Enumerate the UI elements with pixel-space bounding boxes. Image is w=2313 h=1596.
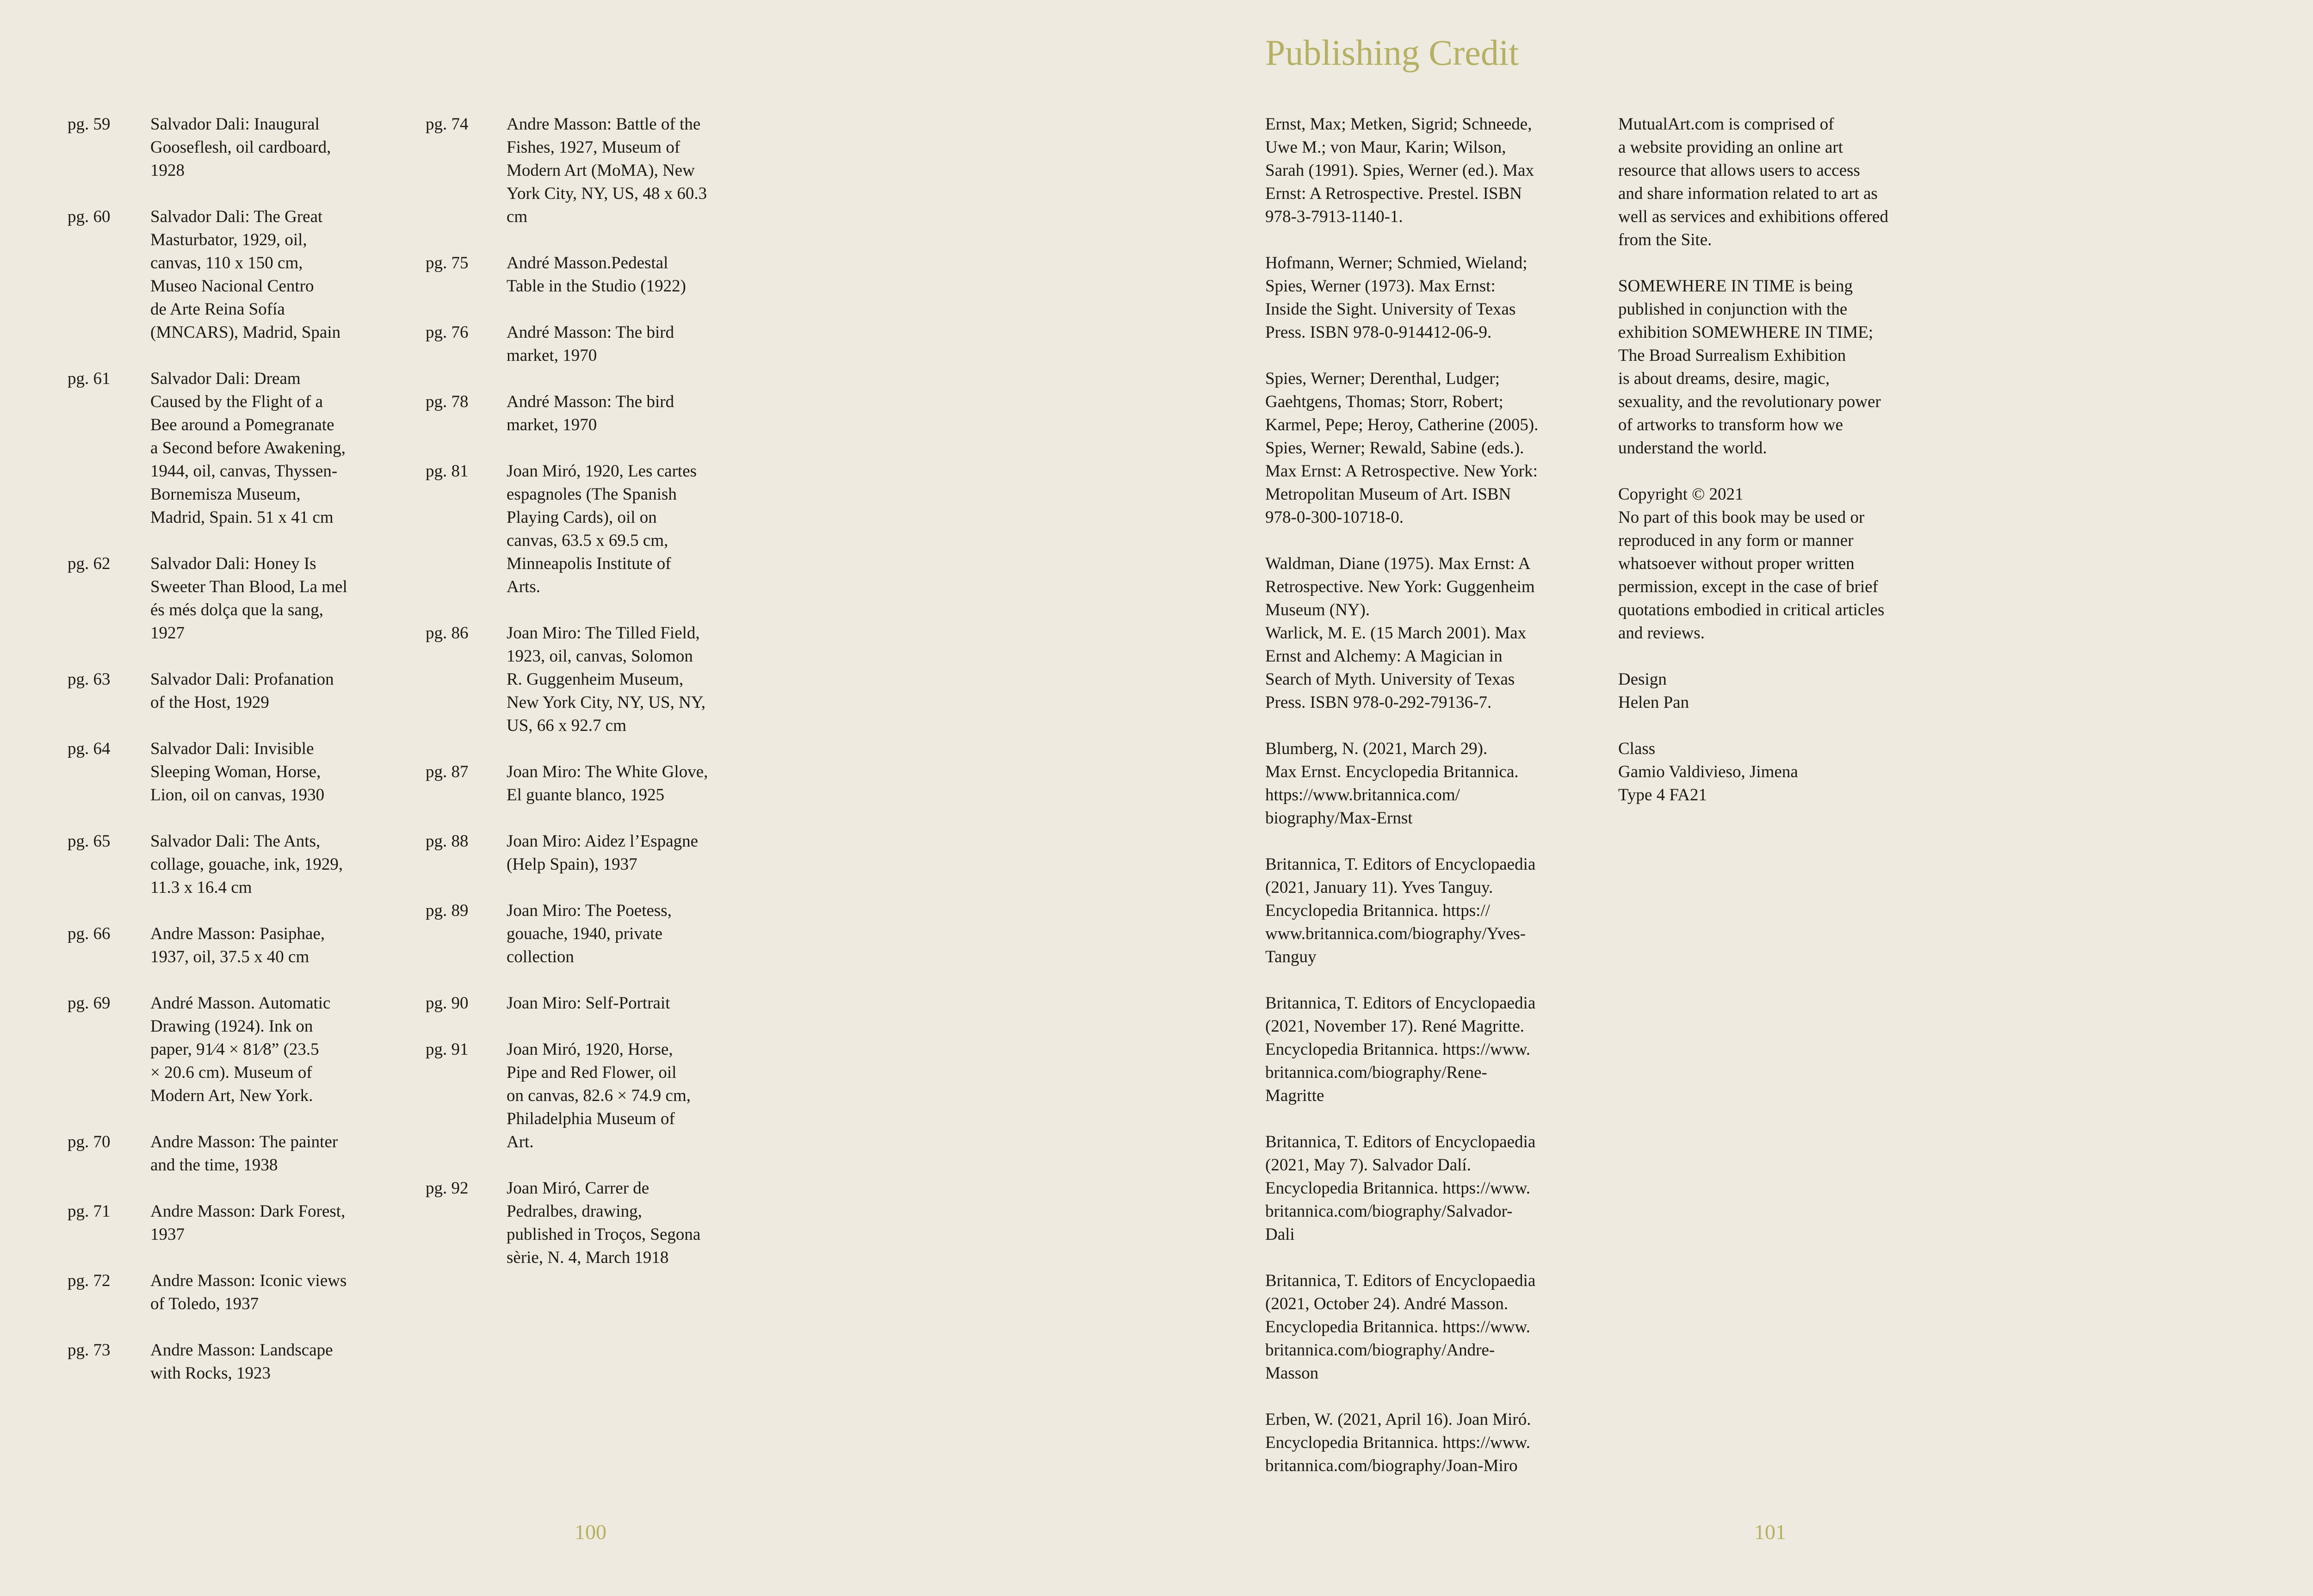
image-credit-item	[426, 761, 747, 807]
reference-entry: Erben, W. (2021, April 16). Joan Miró. Encyclopedia Britannica. https://www. britannica.com/biography/Joan-Miro	[1265, 1410, 1531, 1475]
image-credit-item	[68, 367, 382, 529]
artwork-caption: Salvador Dali: Profanation of the Host, 1929	[150, 670, 334, 712]
page-ref: pg. 65	[68, 832, 111, 851]
colophon	[1618, 113, 1933, 830]
image-credit-item	[426, 899, 747, 969]
page-ref: pg. 74	[426, 115, 469, 134]
artwork-caption: André Masson: The bird market, 1970	[507, 323, 674, 365]
image-credits-list	[68, 113, 382, 1385]
page-ref: pg. 61	[68, 369, 111, 388]
artwork-caption: Andre Masson: Dark Forest, 1937	[150, 1202, 346, 1244]
image-credit-item	[426, 1038, 747, 1154]
image-credit-item	[426, 460, 747, 599]
reference-entry: Spies, Werner; Derenthal, Ludger; Gaehtgens, Thomas; Storr, Robert; Karmel, Pepe; Heroy, Catherine (2005). Spies, Werner; Rewald, Sabine (eds.). Max Ernst: A Retrospective. New York: Metropolitan Museum of Art. ISBN 978-0-300-10718-0.	[1265, 369, 1539, 527]
reference-entry: Warlick, M. E. (15 March 2001). Max Ernst and Alchemy: A Magician in Search of Myth. University of Texas Press. ISBN 978-0-292-79136-7.	[1265, 624, 1527, 712]
page-ref: pg. 78	[426, 392, 469, 411]
artwork-caption: Andre Masson: Battle of the Fishes, 1927, Museum of Modern Art (MoMA), New York City, NY, US, 48 x 60.3 cm	[507, 115, 707, 226]
artwork-caption: Salvador Dali: The Ants, collage, gouache, ink, 1929, 11.3 x 16.4 cm	[150, 832, 343, 897]
image-credit-item	[68, 205, 382, 344]
image-credit-item	[426, 830, 747, 876]
page-ref: pg. 73	[68, 1341, 111, 1360]
image-credit-item	[426, 252, 747, 298]
artwork-caption: Salvador Dali: The Great Masturbator, 1929, oil, canvas, 110 x 150 cm, Museo Nacional Centro de Arte Reina Sofía (MNCARS), Madrid, Spain	[150, 207, 341, 342]
page-ref: pg. 69	[68, 994, 111, 1013]
image-credits-column-1	[68, 113, 382, 1408]
image-credit-item	[426, 390, 747, 437]
mutualart-statement: MutualArt.com is comprised of a website providing an online art resource that allows users to access and share information related to art as well as services and exhibitions offered from the Site.	[1618, 115, 1888, 249]
right-page	[1180, 0, 2313, 1596]
image-credit-item	[68, 1131, 382, 1177]
image-credit-item	[68, 922, 382, 969]
page-ref: pg. 89	[426, 901, 469, 920]
page-ref: pg. 90	[426, 994, 469, 1013]
page-ref: pg. 88	[426, 832, 469, 851]
image-credit-item	[426, 113, 747, 229]
artwork-caption: Joan Miro: Self-Portrait	[507, 994, 670, 1013]
exhibition-statement: SOMEWHERE IN TIME is being published in conjunction with the exhibition SOMEWHERE IN TIME; The Broad Surrealism Exhibition is about dreams, desire, magic, sexuality, and the revolutionary power of artworks to transform how we understand the world.	[1618, 277, 1881, 458]
bibliography	[1265, 113, 1580, 1501]
page-ref: pg. 62	[68, 554, 111, 573]
page-ref: pg. 59	[68, 115, 111, 134]
reference-entry: Ernst, Max; Metken, Sigrid; Schneede, Uwe M.; von Maur, Karin; Wilson, Sarah (1991). Spies, Werner (ed.). Max Ernst: A Retrospective. Prestel. ISBN 978-3-7913-1140-1.	[1265, 115, 1534, 226]
image-credit-item	[68, 1200, 382, 1246]
page-number: 101	[1754, 1520, 1786, 1544]
page-ref: pg. 64	[68, 739, 111, 758]
image-credit-item	[426, 1177, 747, 1269]
reference-entry: Britannica, T. Editors of Encyclopaedia (2021, November 17). René Magritte. Encyclopedia Britannica. https://www. britannica.com/biography/Rene- Magritte	[1265, 994, 1536, 1105]
artwork-caption: Salvador Dali: Honey Is Sweeter Than Blood, La mel és més dolça que la sang, 1927	[150, 554, 347, 643]
page-ref: pg. 81	[426, 462, 469, 481]
artwork-caption: André Masson: The bird market, 1970	[507, 392, 674, 434]
artwork-caption: Joan Miro: The Tilled Field, 1923, oil, canvas, Solomon R. Guggenheim Museum, New York City, NY, US, NY, US, 66 x 92.7 cm	[507, 624, 706, 735]
page-ref: pg. 72	[68, 1271, 111, 1290]
image-credits-column-2	[426, 113, 747, 1293]
artwork-caption: Joan Miró, 1920, Horse, Pipe and Red Flower, oil on canvas, 82.6 × 74.9 cm, Philadelphia Museum of Art.	[507, 1040, 691, 1151]
page-ref: pg. 92	[426, 1179, 469, 1198]
artwork-caption: Salvador Dali: Inaugural Gooseflesh, oil cardboard, 1928	[150, 115, 331, 180]
artwork-caption: Joan Miro: The Poetess, gouache, 1940, private collection	[507, 901, 672, 966]
artwork-caption: Joan Miro: Aidez l’Espagne (Help Spain), 1937	[507, 832, 699, 874]
reference-entry: Britannica, T. Editors of Encyclopaedia (2021, October 24). André Masson. Encyclopedia Britannica. https://www. britannica.com/biography/Andre- Masson	[1265, 1271, 1536, 1383]
artwork-caption: Andre Masson: Iconic views of Toledo, 1937	[150, 1271, 347, 1313]
page-ref: pg. 76	[426, 323, 469, 342]
reference-entry: Britannica, T. Editors of Encyclopaedia (2021, May 7). Salvador Dalí. Encyclopedia Britannica. https://www. britannica.com/biography/Salvador- Dali	[1265, 1132, 1536, 1244]
image-credit-item	[68, 1339, 382, 1385]
artwork-caption: Andre Masson: The painter and the time, 1938	[150, 1132, 338, 1175]
reference-entry: Blumberg, N. (2021, March 29). Max Ernst. Encyclopedia Britannica. https://www.britannica.com/ biography/Max-Ernst	[1265, 739, 1519, 828]
artwork-caption: Andre Masson: Landscape with Rocks, 1923	[150, 1341, 333, 1383]
page-ref: pg. 71	[68, 1202, 111, 1221]
artwork-caption: Joan Miró, Carrer de Pedralbes, drawing, published in Troços, Segona sèrie, N. 4, March 1918	[507, 1179, 701, 1267]
image-credit-item	[68, 830, 382, 899]
copyright-notice: Copyright © 2021 No part of this book may be used or reproduced in any form or manner whatsoever without proper written permission, except in the case of brief quotations embodied in critical articles and reviews.	[1618, 485, 1885, 643]
page-ref: pg. 91	[426, 1040, 469, 1059]
image-credits-list	[426, 113, 747, 1269]
image-credit-item	[68, 1269, 382, 1316]
reference-entry: Hofmann, Werner; Schmied, Wieland; Spies, Werner (1973). Max Ernst: Inside the Sight. University of Texas Press. ISBN 978-0-914412-06-9.	[1265, 254, 1528, 342]
artwork-caption: Andre Masson: Pasiphae, 1937, oil, 37.5 x 40 cm	[150, 924, 325, 966]
page-ref: pg. 86	[426, 624, 469, 643]
class-credit: Class Gamio Valdivieso, Jimena Type 4 FA21	[1618, 739, 1798, 804]
image-credit-item	[68, 113, 382, 182]
artwork-caption: André Masson. Automatic Drawing (1924). Ink on paper, 91⁄4 × 81⁄8” (23.5 × 20.6 cm). Museum of Modern Art, New York.	[150, 994, 331, 1105]
reference-entry: Waldman, Diane (1975). Max Ernst: A Retrospective. New York: Guggenheim Museum (NY).	[1265, 554, 1535, 619]
image-credit-item	[426, 321, 747, 367]
reference-entry: Britannica, T. Editors of Encyclopaedia (2021, January 11). Yves Tanguy. Encyclopedia Britannica. https:// www.britannica.com/biography/Yves- Tanguy	[1265, 855, 1536, 966]
page-title: Publishing Credit	[1265, 32, 1519, 73]
artwork-caption: Salvador Dali: Dream Caused by the Flight of a Bee around a Pomegranate a Second before Awakening, 1944, oil, canvas, Thyssen- Bornemisza Museum, Madrid, Spain. 51 x 41 cm	[150, 369, 346, 527]
artwork-caption: Joan Miro: The White Glove, El guante blanco, 1925	[507, 762, 708, 804]
page-ref: pg. 75	[426, 254, 469, 272]
page-ref: pg. 87	[426, 762, 469, 781]
page-ref: pg. 60	[68, 207, 111, 226]
page-ref: pg. 70	[68, 1132, 111, 1151]
image-credit-item	[426, 992, 747, 1015]
page-ref: pg. 66	[68, 924, 111, 943]
artwork-caption: Joan Miró, 1920, Les cartes espagnoles (The Spanish Playing Cards), oil on canvas, 63.5 x 69.5 cm, Minneapolis Institute of Arts.	[507, 462, 697, 596]
image-credit-item	[68, 992, 382, 1107]
image-credit-item	[68, 552, 382, 645]
artwork-caption: André Masson.Pedestal Table in the Studio (1922)	[507, 254, 686, 296]
image-credit-item	[68, 737, 382, 807]
page-ref: pg. 63	[68, 670, 111, 689]
image-credit-item	[426, 622, 747, 737]
design-credit: Design Helen Pan	[1618, 670, 1689, 712]
artwork-caption: Salvador Dali: Invisible Sleeping Woman, Horse, Lion, oil on canvas, 1930	[150, 739, 325, 804]
image-credit-item	[68, 668, 382, 714]
page-number: 100	[575, 1520, 606, 1544]
